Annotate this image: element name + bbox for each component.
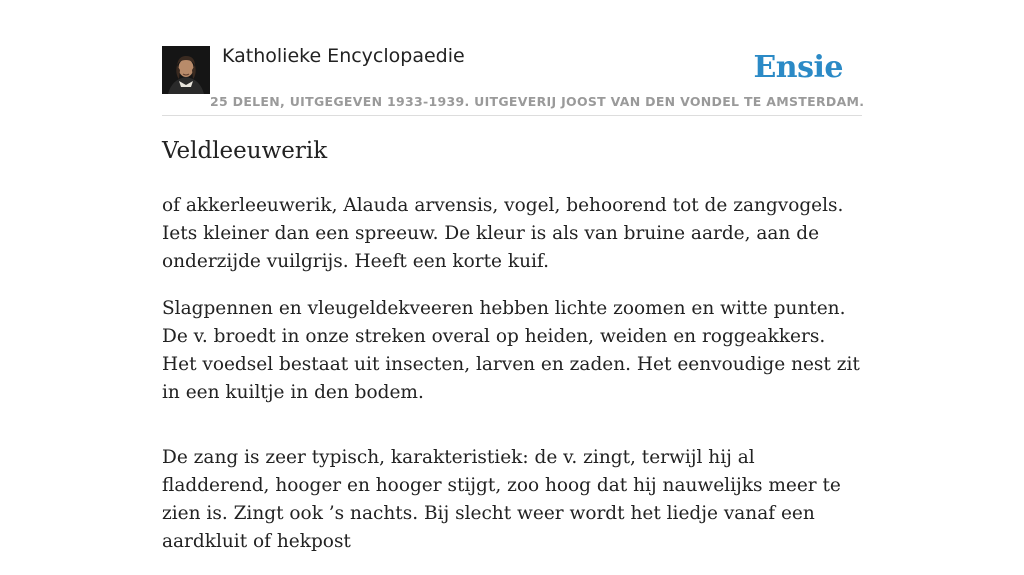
source-subtitle: 25 DELEN, UITGEGEVEN 1933-1939. UITGEVERIJ JOOST VAN DEN VONDEL TE AMSTERDAM. xyxy=(210,94,865,109)
entry-paragraph: of akkerleeuwerik, Alauda arvensis, vogel, behoorend tot de zangvogels. Iets kleiner dan een spreeuw. De kleur is als van bruine aarde, aan de onderzijde vuilgrijs. Heeft een korte kuif. xyxy=(162,195,844,272)
brand-logo[interactable]: Ensie xyxy=(753,50,843,85)
header xyxy=(162,0,865,116)
entry-body xyxy=(162,192,862,575)
portrait-icon[interactable] xyxy=(162,46,210,94)
entry-paragraph: De zang is zeer typisch, karakteristiek: de v. zingt, terwijl hij al fladderend, hooger en hooger stijgt, zoo hoog dat hij nauwelijks meer te zien is. Zingt ook ’s nachts. Bij slecht weer wordt het liedje vanaf een aardkluit of hekpost xyxy=(162,447,841,552)
source-title[interactable]: Katholieke Encyclopaedie xyxy=(222,45,465,67)
entry-title: Veldleeuwerik xyxy=(162,138,328,164)
page xyxy=(162,0,865,552)
entry-paragraph: Slagpennen en vleugeldekveeren hebben lichte zoomen en witte punten. De v. broedt in onze streken overal op heiden, weiden en roggeakkers. Het voedsel bestaat uit insecten, larven en zaden. Het eenvoudige nest zit in een kuiltje in den bodem. xyxy=(162,298,860,403)
